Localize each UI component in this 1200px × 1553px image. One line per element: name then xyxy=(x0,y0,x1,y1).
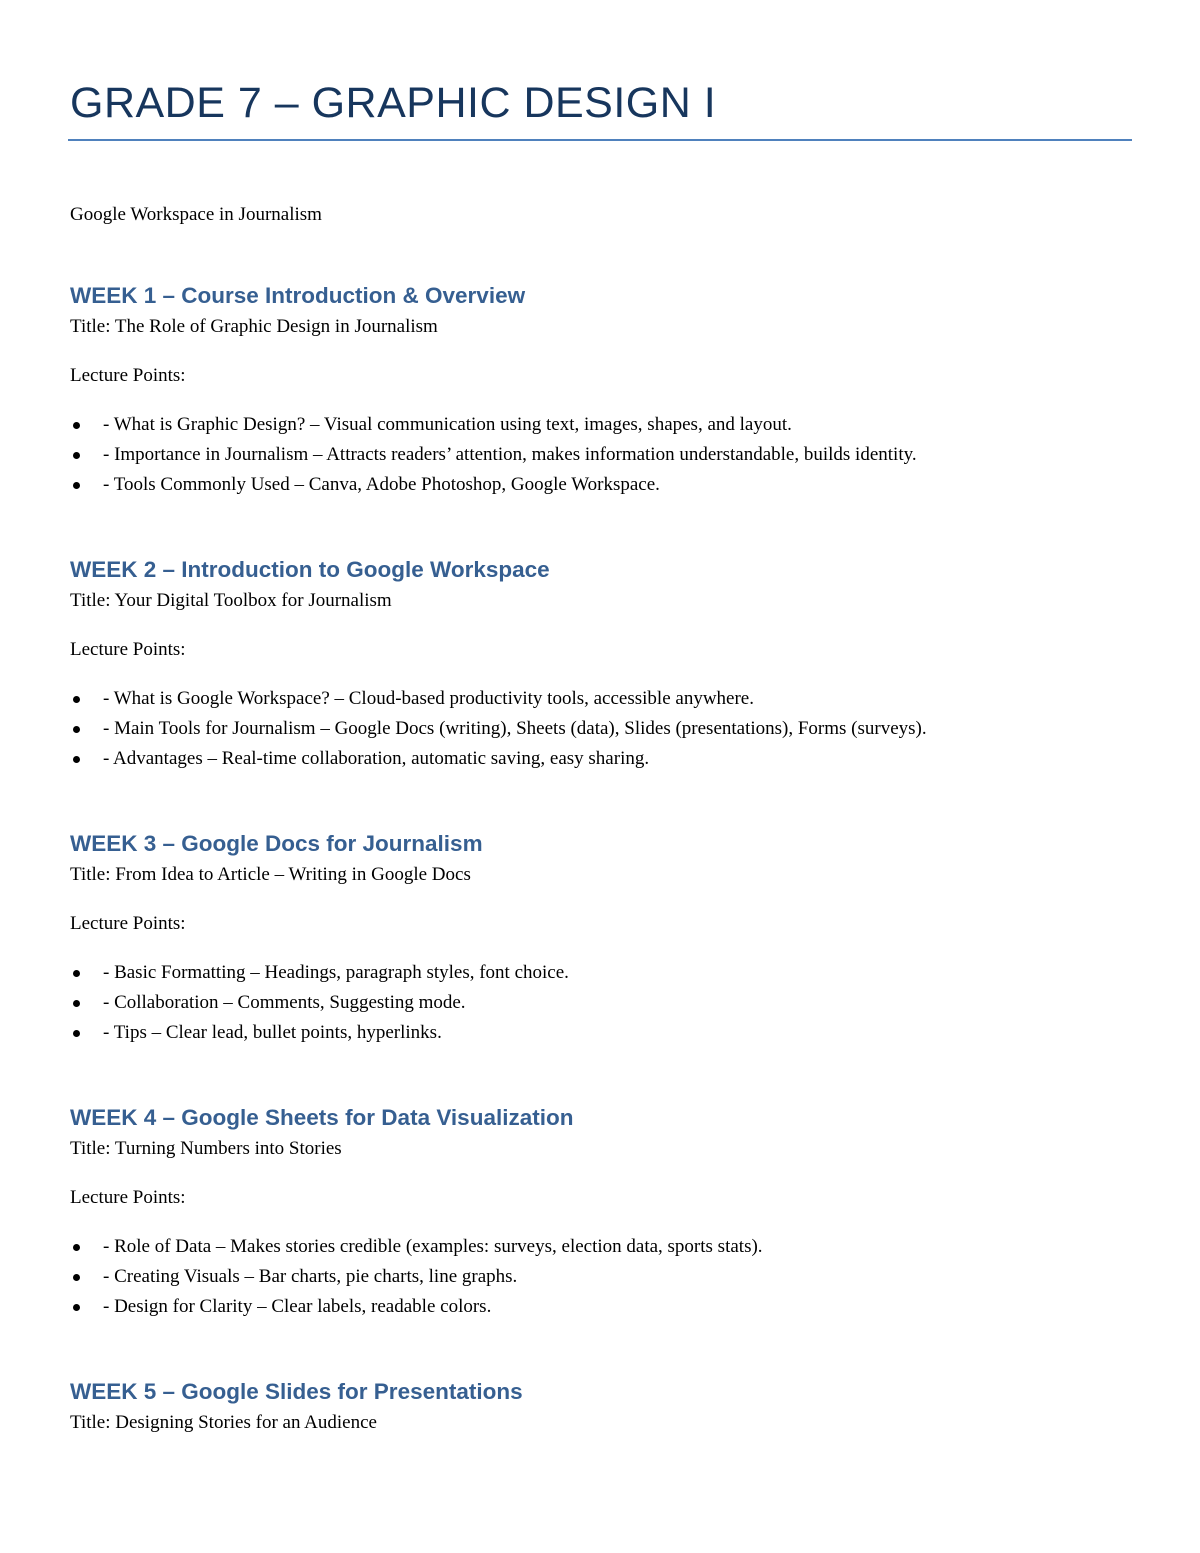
list-item-text: - Design for Clarity – Clear labels, readable colors. xyxy=(103,1296,492,1317)
list-item-text: - What is Graphic Design? – Visual communication using text, images, shapes, and layout. xyxy=(103,414,792,435)
document-title: GRADE 7 – GRAPHIC DESIGN I xyxy=(70,79,717,127)
document-subtitle: Google Workspace in Journalism xyxy=(70,204,322,225)
list-item xyxy=(70,413,1134,437)
list-item-text: - Importance in Journalism – Attracts readers’ attention, makes information understandable, builds identity. xyxy=(103,444,917,465)
list-item-text: - Advantages – Real-time collaboration, automatic saving, easy sharing. xyxy=(103,748,650,769)
week-title: Title: The Role of Graphic Design in Journalism xyxy=(70,316,438,337)
lecture-points-list xyxy=(70,1235,1134,1319)
lecture-points-list xyxy=(70,413,1134,497)
list-item xyxy=(70,1265,1134,1289)
list-item-text: - Creating Visuals – Bar charts, pie charts, line graphs. xyxy=(103,1266,518,1287)
list-item-text: - What is Google Workspace? – Cloud-based productivity tools, accessible anywhere. xyxy=(103,688,754,709)
list-item-text: - Tips – Clear lead, bullet points, hyperlinks. xyxy=(103,1022,442,1043)
lecture-points-list xyxy=(70,961,1134,1045)
week-title: Title: Your Digital Toolbox for Journalism xyxy=(70,590,392,611)
list-item xyxy=(70,717,1134,741)
list-item-text: - Tools Commonly Used – Canva, Adobe Photoshop, Google Workspace. xyxy=(103,474,660,495)
lecture-points-list xyxy=(70,687,1134,771)
lecture-points-label: Lecture Points: xyxy=(70,365,186,386)
list-item-text: - Basic Formatting – Headings, paragraph styles, font choice. xyxy=(103,962,569,983)
lecture-points-label: Lecture Points: xyxy=(70,913,186,934)
list-item xyxy=(70,1235,1134,1259)
bullet-icon xyxy=(73,1274,80,1281)
bullet-icon xyxy=(73,422,80,429)
bullet-icon xyxy=(73,482,80,489)
lecture-points-label: Lecture Points: xyxy=(70,639,186,660)
week-section-2 xyxy=(70,555,1134,777)
bullet-icon xyxy=(73,1000,80,1007)
bullet-icon xyxy=(73,1244,80,1251)
week-section-3 xyxy=(70,829,1134,1051)
bullet-icon xyxy=(73,726,80,733)
bullet-icon xyxy=(73,1304,80,1311)
week-section-1 xyxy=(70,281,1134,503)
list-item xyxy=(70,991,1134,1015)
list-item-text: - Main Tools for Journalism – Google Docs (writing), Sheets (data), Slides (presentations), Forms (surveys). xyxy=(103,718,927,739)
list-item xyxy=(70,687,1134,711)
week-heading: WEEK 4 – Google Sheets for Data Visualization xyxy=(70,1105,574,1130)
week-heading: WEEK 5 – Google Slides for Presentations xyxy=(70,1379,523,1404)
list-item-text: - Role of Data – Makes stories credible (examples: surveys, election data, sports stats). xyxy=(103,1236,763,1257)
list-item xyxy=(70,747,1134,771)
title-underline xyxy=(68,139,1132,141)
bullet-icon xyxy=(73,1030,80,1037)
week-title: Title: Turning Numbers into Stories xyxy=(70,1138,342,1159)
week-heading: WEEK 3 – Google Docs for Journalism xyxy=(70,831,483,856)
bullet-icon xyxy=(73,452,80,459)
week-heading: WEEK 2 – Introduction to Google Workspace xyxy=(70,557,550,582)
list-item xyxy=(70,443,1134,467)
list-item xyxy=(70,1021,1134,1045)
list-item xyxy=(70,961,1134,985)
week-section-5 xyxy=(70,1377,1134,1435)
list-item xyxy=(70,473,1134,497)
list-item-text: - Collaboration – Comments, Suggesting mode. xyxy=(103,992,466,1013)
week-section-4 xyxy=(70,1103,1134,1325)
week-heading: WEEK 1 – Course Introduction & Overview xyxy=(70,283,526,308)
lecture-points-label: Lecture Points: xyxy=(70,1187,186,1208)
bullet-icon xyxy=(73,970,80,977)
list-item xyxy=(70,1295,1134,1319)
bullet-icon xyxy=(73,696,80,703)
week-title: Title: Designing Stories for an Audience xyxy=(70,1412,377,1433)
bullet-icon xyxy=(73,756,80,763)
week-title: Title: From Idea to Article – Writing in Google Docs xyxy=(70,864,471,885)
